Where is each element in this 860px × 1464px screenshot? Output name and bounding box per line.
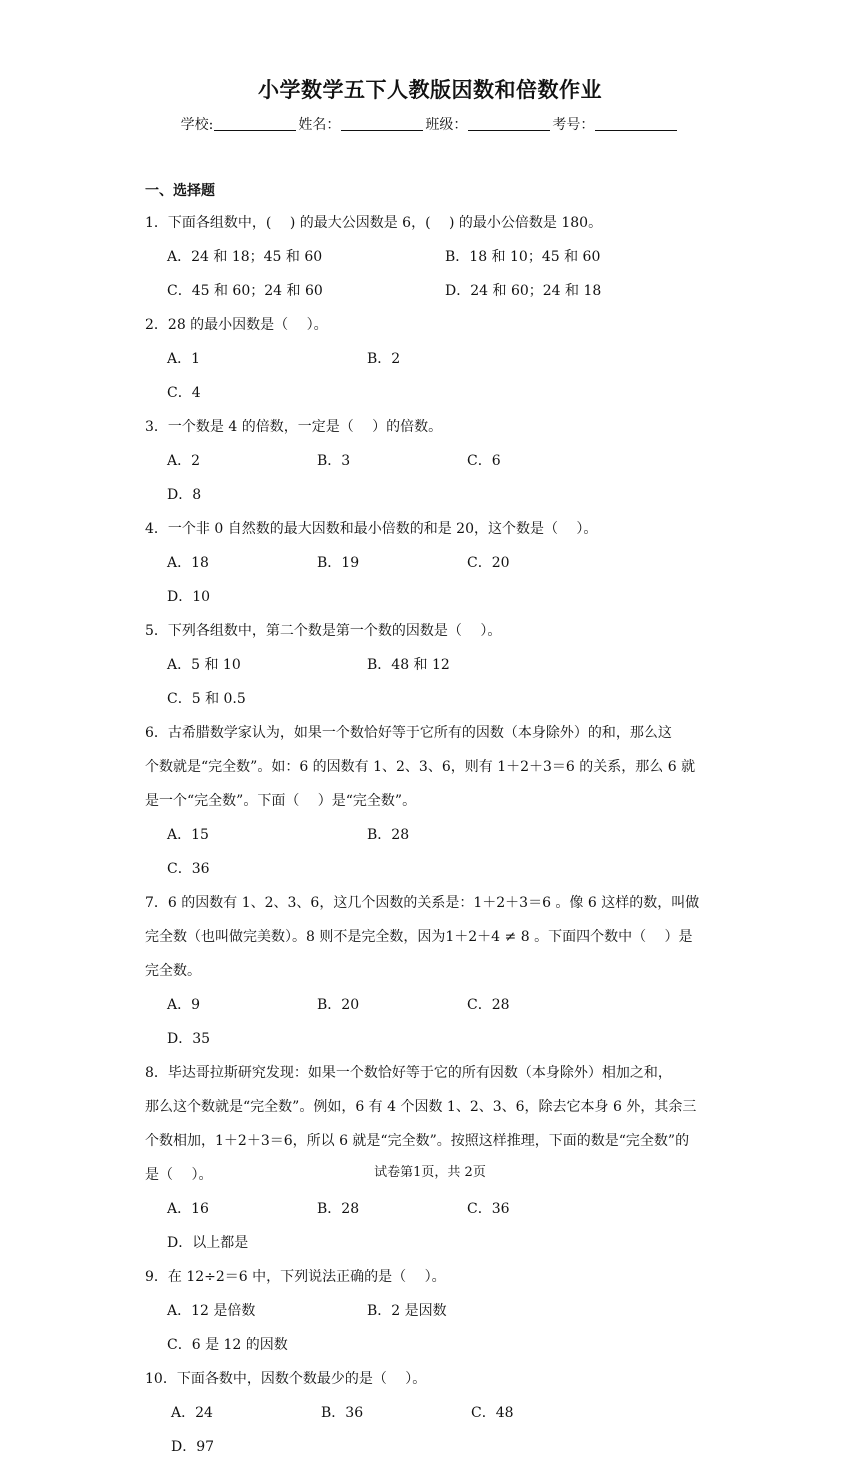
option-d[interactable]: D．8 (167, 487, 202, 503)
option-b[interactable]: B．18 和 10；45 和 60 (445, 249, 601, 265)
option-d[interactable]: D．10 (167, 589, 211, 605)
section-heading: 一、选择题 (145, 183, 215, 199)
option-b[interactable]: B．36 (321, 1405, 364, 1421)
question-text-line: 那么这个数就是“完全数”。例如，6 有 4 个因数 1、2、3、6，除去它本身 6 外，其余三 (145, 1099, 697, 1115)
option-a[interactable]: A．12 是倍数 (167, 1303, 256, 1319)
question-5 (145, 614, 725, 716)
options (145, 648, 725, 716)
option-c[interactable]: C．6 (467, 453, 501, 469)
class-blank[interactable] (468, 116, 550, 131)
question-text-line: 个数就是“完全数”。如：6 的因数有 1、2、3、6，则有 1＋2＋3＝6 的关系，那么 6 就 (145, 759, 696, 775)
option-b[interactable]: B．3 (317, 453, 351, 469)
question-4 (145, 512, 725, 614)
question-text: 10．下面各数中，因数个数最少的是（ ）。 (145, 1371, 427, 1387)
option-a[interactable]: A．18 (167, 555, 209, 571)
question-6 (145, 716, 725, 886)
options (145, 1192, 725, 1260)
option-d[interactable]: D．97 (171, 1439, 215, 1455)
option-c[interactable]: C．20 (467, 555, 510, 571)
question-text-line: 是一个“完全数”。下面（ ）是“完全数”。 (145, 793, 417, 809)
question-text-line: 个数相加，1＋2＋3＝6，所以 6 就是“完全数”。按照这样推理，下面的数是“完全数”的 (145, 1133, 690, 1149)
exam-number-label: 考号： (552, 117, 595, 133)
question-text: 9．在 12÷2＝6 中，下列说法正确的是（ ）。 (145, 1269, 446, 1285)
name-blank[interactable] (341, 116, 423, 131)
option-c[interactable]: C．45 和 60；24 和 60 (167, 283, 323, 299)
options (145, 444, 725, 512)
school-blank[interactable] (214, 116, 296, 131)
option-d[interactable]: D．35 (167, 1031, 211, 1047)
question-text-line: 是（ ）。 (145, 1167, 213, 1183)
option-a[interactable]: A．5 和 10 (167, 657, 241, 673)
question-text-line: 6．古希腊数学家认为，如果一个数恰好等于它所有的因数（本身除外）的和，那么这 (145, 725, 672, 741)
option-b[interactable]: B．2 (367, 351, 401, 367)
class-label: 班级： (425, 117, 468, 133)
options (145, 1396, 725, 1464)
option-c[interactable]: C．4 (167, 385, 201, 401)
question-text-line: 7．6 的因数有 1、2、3、6，这几个因数的关系是：1＋2＋3＝6 。像 6 这样的数，叫做 (145, 895, 700, 911)
options (145, 1294, 725, 1362)
question-text: 3．一个数是 4 的倍数，一定是（ ）的倍数。 (145, 419, 443, 435)
question-3 (145, 410, 725, 512)
option-c[interactable]: C．28 (467, 997, 510, 1013)
option-b[interactable]: B．48 和 12 (367, 657, 450, 673)
option-d[interactable]: D．以上都是 (167, 1235, 249, 1251)
question-text: 5．下列各组数中，第二个数是第一个数的因数是（ ）。 (145, 623, 502, 639)
question-8 (145, 1056, 725, 1260)
option-c[interactable]: C．5 和 0.5 (167, 691, 246, 707)
option-b[interactable]: B．28 (367, 827, 410, 843)
name-label: 姓名： (298, 117, 341, 133)
question-10 (145, 1362, 725, 1464)
question-7 (145, 886, 725, 1056)
option-a[interactable]: A．24 (171, 1405, 213, 1421)
option-c[interactable]: C．48 (471, 1405, 514, 1421)
option-a[interactable]: A．16 (167, 1201, 209, 1217)
option-a[interactable]: A．2 (167, 453, 201, 469)
option-c[interactable]: C．36 (167, 861, 210, 877)
option-c[interactable]: C．6 是 12 的因数 (167, 1337, 288, 1353)
option-a[interactable]: A．24 和 18；45 和 60 (167, 249, 323, 265)
question-text: 2．28 的最小因数是（ ）。 (145, 317, 328, 333)
student-info-line (0, 114, 860, 134)
question-text: 4．一个非 0 自然数的最大因数和最小倍数的和是 20，这个数是（ ）。 (145, 521, 598, 537)
option-a[interactable]: A．15 (167, 827, 209, 843)
options (145, 546, 725, 614)
option-c[interactable]: C．36 (467, 1201, 510, 1217)
question-9 (145, 1260, 725, 1362)
exam-number-blank[interactable] (595, 116, 677, 131)
page-title: 小学数学五下人教版因数和倍数作业 (258, 77, 602, 102)
question-list (145, 206, 725, 1464)
option-b[interactable]: B．2 是因数 (367, 1303, 447, 1319)
question-2 (145, 308, 725, 410)
options (145, 240, 725, 308)
options (145, 818, 725, 886)
question-text: 1．下面各组数中，( ) 的最大公因数是 6，( ) 的最小公倍数是 180。 (145, 215, 603, 231)
option-a[interactable]: A．9 (167, 997, 201, 1013)
option-d[interactable]: D．24 和 60；24 和 18 (445, 283, 602, 299)
options (145, 342, 725, 410)
options (145, 988, 725, 1056)
question-1 (145, 206, 725, 308)
option-b[interactable]: B．20 (317, 997, 360, 1013)
option-b[interactable]: B．28 (317, 1201, 360, 1217)
question-text-line: 8．毕达哥拉斯研究发现：如果一个数恰好等于它的所有因数（本身除外）相加之和， (145, 1065, 672, 1081)
question-text-line: 完全数（也叫做完美数）。8 则不是完全数，因为1＋2＋4 ≠ 8 。下面四个数中（ ）是 (145, 929, 693, 945)
question-text-line: 完全数。 (145, 963, 201, 979)
option-a[interactable]: A．1 (167, 351, 201, 367)
page-footer: 试卷第1页，共 2页 (374, 1165, 486, 1180)
option-b[interactable]: B．19 (317, 555, 360, 571)
school-label: 学校: (180, 117, 214, 133)
